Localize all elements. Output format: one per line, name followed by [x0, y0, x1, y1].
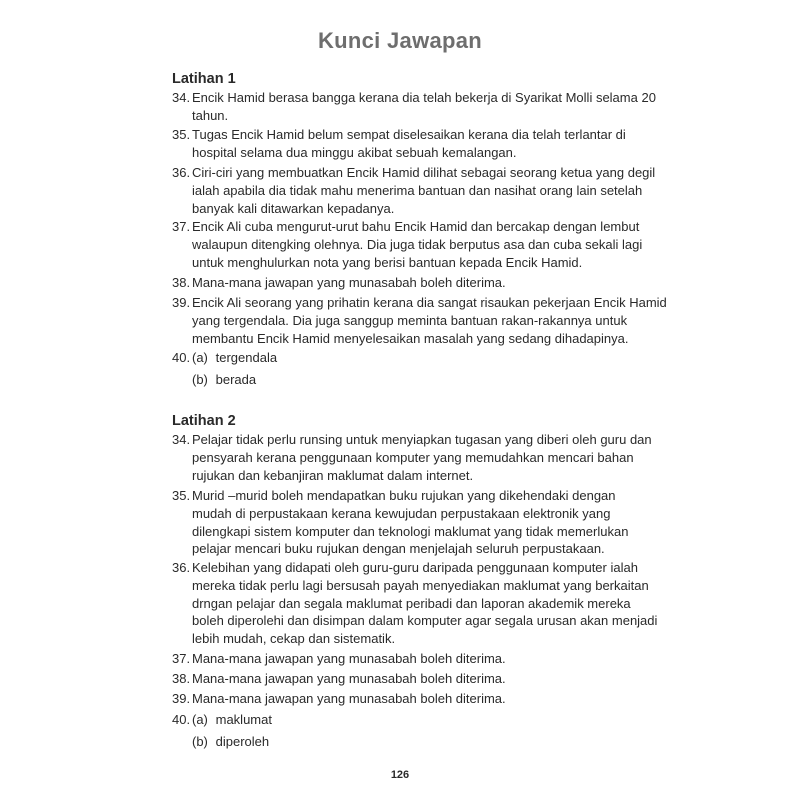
sub-answer-label: (a) [192, 350, 208, 365]
answer-line: drngan pelajar dan segala maklumat peribadi dan laporan akademik mereka [192, 595, 631, 611]
answer-number: 40. [172, 350, 191, 365]
answer-line: yang tergendala. Dia juga sanggup meminta bantuan rakan-rakannya untuk [192, 312, 628, 328]
answer-line: ialah apabila dia tidak mahu menerima bantuan dan nasihat orang lain setelah [192, 182, 643, 198]
answer-line: rujukan dan kebanjiran maklumat dalam internet. [192, 467, 474, 483]
answer-item [172, 89, 656, 125]
answer-item [172, 487, 642, 558]
sub-answer-label: (b) [192, 734, 208, 749]
answer-line: banyak kali ditawarkan kepadanya. [192, 200, 395, 216]
answer-item [172, 650, 642, 668]
answer-line: Murid –murid boleh mendapatkan buku rujukan yang dikehendaki dengan [192, 488, 616, 503]
answer-item [172, 431, 652, 484]
answer-line: Ciri-ciri yang membuatkan Encik Hamid dilihat sebagai seorang ketua yang degil [192, 165, 656, 180]
answer-line: Mana-mana jawapan yang munasabah boleh diterima. [192, 275, 506, 290]
answer-line: Mana-mana jawapan yang munasabah boleh diterima. [192, 671, 506, 686]
sub-answer-b [192, 733, 269, 751]
answer-line: Tugas Encik Hamid belum sempat diselesaikan kerana dia telah terlantar di [192, 127, 626, 142]
sub-answer-text: berada [215, 372, 257, 387]
answer-number: 39. [172, 691, 191, 706]
answer-line: untuk menghulurkan nota yang berisi bantuan kepada Encik Hamid. [192, 254, 583, 270]
answer-line: dilengkapi sistem komputer dan teknologi maklumat yang tidak memerlukan [192, 523, 629, 539]
answer-line: Encik Ali seorang yang prihatin kerana dia sangat risaukan pekerjaan Encik Hamid [192, 295, 667, 310]
answer-number: 34. [172, 90, 191, 105]
answer-item [172, 559, 658, 648]
sub-answer-text: tergendala [215, 350, 278, 365]
answer-number: 36. [172, 560, 191, 575]
answer-line: hospital selama dua minggu akibat sebuah kemalangan. [192, 144, 517, 160]
answer-line: tahun. [192, 107, 229, 123]
answer-line: pensyarah kerana penggunaan komputer yang memudahkan mencari bahan [192, 449, 634, 465]
answer-line: membantu Encik Hamid menyelesaikan masalah yang sedang dihadapinya. [192, 330, 629, 346]
sub-answer-a [192, 349, 277, 367]
sub-answer-text: maklumat [215, 712, 272, 727]
answer-line: Encik Ali cuba mengurut-urut bahu Encik Hamid dan bercakap dengan lembut [192, 219, 640, 234]
answer-number: 35. [172, 488, 191, 503]
page-number: 126 [390, 769, 410, 781]
answer-line: walaupun ditengking olehnya. Dia juga tidak berputus asa dan cuba sekali lagi [192, 236, 643, 252]
answer-item [172, 164, 656, 217]
answer-item [172, 126, 642, 162]
answer-item [172, 670, 642, 688]
answer-item [172, 274, 642, 292]
answer-line: boleh diperolehi dan disimpan dalam komputer agar segala urusan akan menjadi [192, 613, 658, 629]
section-heading-latihan-2: Latihan 2 [172, 413, 236, 429]
answer-number: 36. [172, 165, 191, 180]
answer-line: lebih mudah, cekap dan sistematik. [192, 631, 396, 647]
answer-item [172, 690, 642, 708]
answer-number: 40. [172, 712, 191, 727]
section-heading-latihan-1: Latihan 1 [172, 71, 236, 87]
answer-number: 35. [172, 127, 191, 142]
answer-number: 38. [172, 275, 191, 290]
sub-answer-text: diperoleh [215, 734, 270, 749]
answer-line: Encik Hamid berasa bangga kerana dia telah bekerja di Syarikat Molli selama 20 [192, 90, 656, 105]
answer-number: 34. [172, 432, 191, 447]
answer-number: 37. [172, 651, 191, 666]
answer-number: 37. [172, 219, 191, 234]
answer-number: 39. [172, 295, 191, 310]
answer-number: 38. [172, 671, 191, 686]
answer-line: Mana-mana jawapan yang munasabah boleh diterima. [192, 691, 506, 706]
page-title: Kunci Jawapan [317, 28, 483, 53]
answer-item [172, 294, 667, 347]
sub-answer-label: (b) [192, 372, 208, 387]
sub-answer-a [192, 711, 272, 729]
sub-answer-b [192, 371, 256, 389]
answer-line: Kelebihan yang didapati oleh guru-guru daripada penggunaan komputer ialah [192, 560, 638, 575]
answer-line: mudah di perpustakaan kerana kewujudan perpustakaan elektronik yang [192, 505, 611, 521]
answer-line: pelajar mencari buku rujukan dengan menjelajah seluruh perpustakaan. [192, 541, 605, 557]
answer-item [172, 218, 642, 271]
sub-answer-label: (a) [192, 712, 208, 727]
answer-line: Mana-mana jawapan yang munasabah boleh diterima. [192, 651, 506, 666]
answer-line: mereka tidak perlu lagi bersusah payah menyediakan maklumat yang berkaitan [192, 577, 649, 593]
answer-line: Pelajar tidak perlu runsing untuk menyiapkan tugasan yang diberi oleh guru dan [192, 432, 652, 447]
